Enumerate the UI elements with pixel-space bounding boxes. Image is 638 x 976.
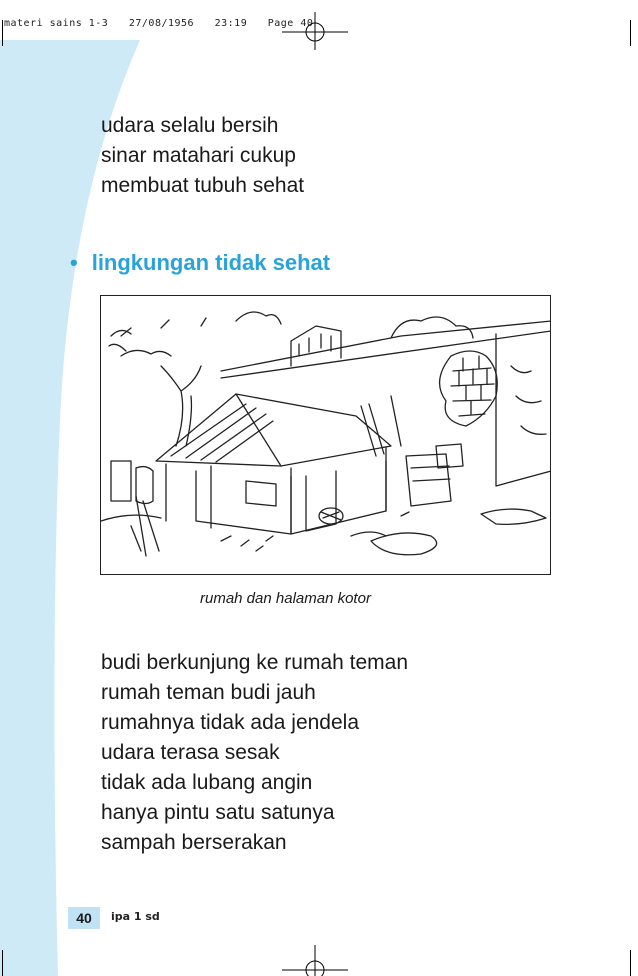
story-paragraph xyxy=(101,648,408,858)
story-line: udara terasa sesak xyxy=(101,741,280,764)
registration-mark-bottom xyxy=(280,945,350,976)
book-title: ipa 1 sd xyxy=(111,910,160,923)
print-header xyxy=(4,18,327,29)
registration-mark-top xyxy=(280,10,350,50)
crop-mark-top-right xyxy=(630,20,631,46)
illustration-drawing xyxy=(101,296,551,575)
page-number-badge: 40 xyxy=(68,907,100,929)
story-line: tidak ada lubang angin xyxy=(101,771,313,794)
story-line: rumah teman budi jauh xyxy=(101,681,316,704)
crop-mark-top-left xyxy=(2,20,3,46)
crop-mark-bottom-left xyxy=(2,950,3,976)
print-date: 27/08/1956 xyxy=(128,18,195,29)
print-page: Page 40 xyxy=(267,18,314,29)
intro-line: membuat tubuh sehat xyxy=(101,174,305,197)
crop-mark-bottom-right xyxy=(630,950,631,976)
intro-paragraph xyxy=(101,111,304,201)
story-line: sampah berserakan xyxy=(101,831,287,854)
print-time: 23:19 xyxy=(214,18,248,29)
bullet-symbol: • xyxy=(70,250,78,275)
story-line: budi berkunjung ke rumah teman xyxy=(101,651,409,674)
section-heading-text: lingkungan tidak sehat xyxy=(91,250,331,275)
dirty-house-illustration xyxy=(100,295,551,575)
intro-line: udara selalu bersih xyxy=(101,114,279,137)
print-file-name: materi sains 1-3 xyxy=(4,18,109,29)
intro-line: sinar matahari cukup xyxy=(101,144,296,167)
section-heading xyxy=(70,250,330,276)
story-line: rumahnya tidak ada jendela xyxy=(101,711,360,734)
story-line: hanya pintu satu satunya xyxy=(101,801,335,824)
figure-caption: rumah dan halaman kotor xyxy=(200,590,371,607)
